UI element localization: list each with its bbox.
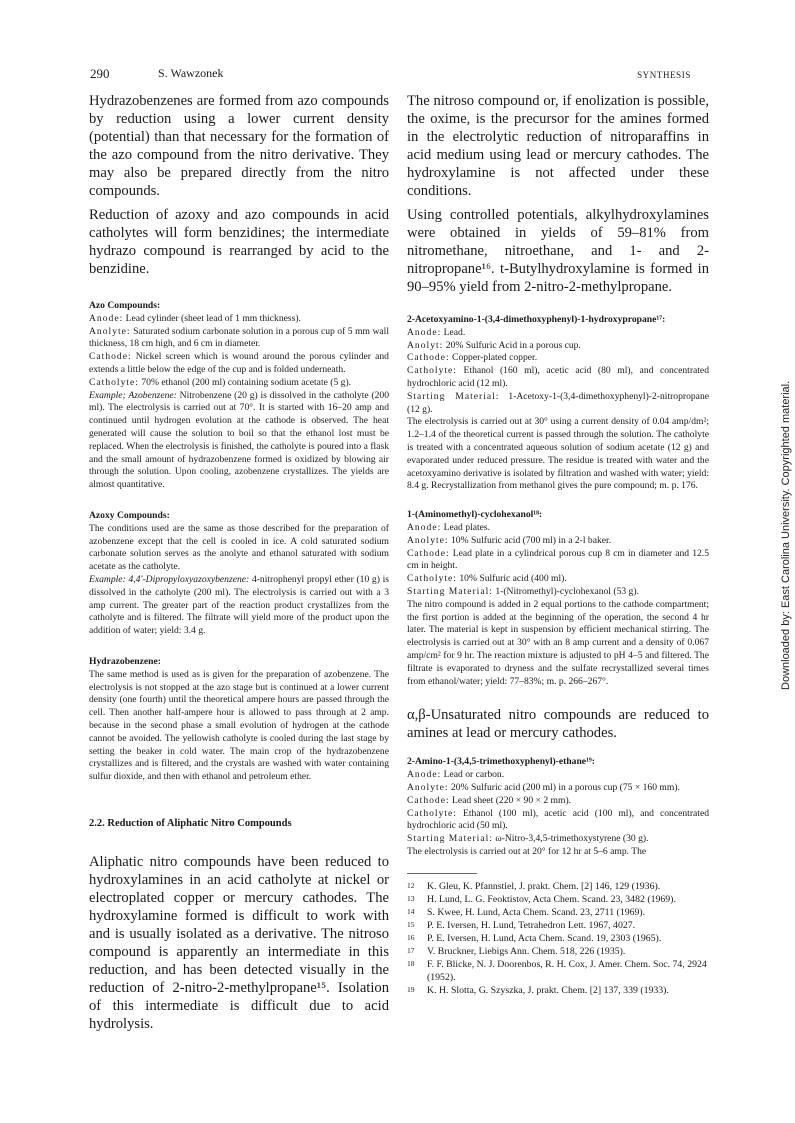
- field-label: Anolyte:: [407, 534, 449, 546]
- field-value: Lead cylinder (sheet lead of 1 mm thickness).: [125, 312, 301, 324]
- field-value: Copper-plated copper.: [452, 352, 538, 364]
- right-column: [407, 92, 709, 997]
- field-label: Catholyte:: [407, 807, 457, 819]
- body-paragraph: Hydrazobenzenes are formed from azo compounds by reduction using a lower current density (potential) than that necessary for the formation of the azo compound from the nitro derivative. They may also be prepared directly from the nitro compounds.: [89, 93, 389, 199]
- azo-procedure: [89, 300, 389, 492]
- field-value: Lead or carbon.: [443, 769, 505, 781]
- field-label: Cathode:: [407, 794, 450, 806]
- running-author: S. Wawzonek: [158, 66, 224, 80]
- body-paragraph: Aliphatic nitro compounds have been reduced to hydroxylamines in an acid catholyte at nickel or electroplated copper or mercury cathodes. The hydroxylamine formed is difficult to work with and is usually isolated as a derivative. The nitroso compound is apparently an intermediate in this reduction, and has been detected visually in the reduction of 2-nitro-2-methylpropane¹⁵. Isolation of this intermediate is difficult due to acid hydrolysis.: [89, 853, 389, 1032]
- footnote-number: 16: [407, 932, 415, 942]
- footnote: [407, 880, 709, 893]
- field-value: Lead sheet (220 × 90 × 2 mm).: [452, 794, 572, 806]
- field-label: Cathode:: [89, 351, 132, 363]
- footnote: [407, 893, 709, 906]
- body-paragraph: Reduction of azoxy and azo compounds in acid catholytes will form benzidines; the intermediate hydrazo compound is rearranged by acid to the benzidine.: [89, 207, 389, 277]
- hydrazobenzene-procedure: [89, 656, 389, 784]
- acetoxyamino-procedure: [407, 314, 709, 493]
- field-value: 10% Sulfuric acid (700 ml) in a 2-l baker.: [450, 534, 612, 546]
- field-label: Anode:: [407, 326, 442, 338]
- field-label: Starting Material:: [407, 585, 493, 597]
- section-heading: 2.2. Reduction of Aliphatic Nitro Compounds: [89, 817, 292, 829]
- footnote: [407, 945, 709, 958]
- footnote: [407, 932, 709, 945]
- example-label: Example; Azobenzene:: [89, 389, 177, 401]
- left-column: [89, 92, 389, 1033]
- journal-name: SYNTHESIS: [637, 70, 691, 80]
- field-value: 20% Sulfuric Acid in a porous cup.: [445, 339, 581, 351]
- footnote-number: 12: [407, 880, 415, 890]
- body-paragraph: The nitroso compound or, if enolization is possible, the oxime, is the precursor for the amines formed in the electrolytic reduction of nitroparaffins in acid medium using lead or mercury cathodes. The hydroxylamine is not affected under these conditions.: [407, 93, 709, 199]
- example-text: Nitrobenzene (20 g) is dissolved in the catholyte (200 ml). The electrolysis is carried out at 70°. It is started with 16–20 amp and continued until hydrogen evolution at the cathode is observed. The heat generated will cause the solution to boil so that the ethanol lost must be replaced. When the electrolysis is finished, the catholyte is poured into a flask and the small amount of hydrazobenzene formed is oxidized by blowing air through the solution. Upon cooling, azobenzene crystallizes. The yields are almost quantitative.: [89, 389, 389, 491]
- field-value: Ethanol (100 ml), acetic acid (100 ml), and concentrated hydrochloric acid (50 ml).: [407, 807, 709, 832]
- body-paragraph: α,β-Unsaturated nitro compounds are reduced to amines at lead or mercury cathodes.: [407, 707, 709, 742]
- example-text: 4-nitrophenyl propyl ether (10 g) is dissolved in the catholyte (200 ml). The electrolysis is carried out with a 3 amp current. The greater part of the reaction product crystallizes from the catholyte and is filtered. The filtrate will yield more of the product upon the addition of water; yield: 3.4 g.: [89, 573, 390, 637]
- footnote: [407, 919, 709, 932]
- footnote-text: K. Gleu, K. Pfannstiel, J. prakt. Chem. [2] 146, 129 (1936).: [427, 880, 661, 892]
- field-label: Catholyte:: [407, 365, 457, 377]
- example-label: Example: 4,4'-Dipropyloxyazoxybenzene:: [89, 573, 250, 585]
- footnote-number: 13: [407, 893, 415, 903]
- footnote-rule: [407, 873, 477, 874]
- field-label: Anode:: [407, 521, 442, 533]
- field-value: Saturated sodium carbonate solution in a porous cup of 5 mm wall thickness, 18 cm high, and 6 cm in diameter.: [89, 325, 389, 350]
- footnote-text: K. H. Slotta, G. Szyszka, J. prakt. Chem. [2] 137, 339 (1933).: [427, 984, 669, 996]
- field-value: 1-Acetoxy-1-(3,4-dimethoxyphenyl)-2-nitropropane (12 g).: [407, 390, 709, 415]
- field-value: Lead plate in a cylindrical porous cup 8 cm in diameter and 12.5 cm in height.: [407, 547, 709, 572]
- procedure-title: 2-Acetoxyamino-1-(3,4-dimethoxyphenyl)-1-hydroxypropane¹⁷:: [407, 314, 666, 325]
- footnote-number: 18: [407, 958, 415, 968]
- footnote-number: 19: [407, 984, 415, 994]
- footnote-number: 17: [407, 945, 415, 955]
- body-paragraph: Using controlled potentials, alkylhydroxylamines were obtained in yields of 59–81% from nitromethane, nitroethane, and 1- and 2-nitropropane¹⁶. t-Butylhydroxylamine is formed in 90–95% yield from 2-nitro-2-methylpropane.: [407, 207, 709, 295]
- procedure-text: The electrolysis is carried out at 30° using a current density of 0.04 amp/dm²; 1.2–1.4 of the theoretical current is passed through the solution. The catholyte is treated with a concentrated aqueous solution of sodium acetate (12 g) and evaporated under reduced pressure. The residue is treated with water and the acetoxyamino derivative is isolated by filtration and washed with water; yield: 8.4 g. Recrystallization from methanol gives the pure compound; m. p. 176.: [407, 416, 709, 492]
- footnote-number: 14: [407, 906, 415, 916]
- procedure-title: Azoxy Compounds:: [89, 509, 170, 521]
- download-watermark: Downloaded by: East Carolina University. Copyrighted material.: [780, 380, 792, 690]
- footnote-number: 15: [407, 919, 415, 929]
- procedure-title: 1-(Aminomethyl)-cyclohexanol¹⁸:: [407, 509, 543, 521]
- field-label: Anolyte:: [407, 781, 449, 793]
- field-label: Anolyte:: [89, 325, 131, 337]
- footnote-text: H. Lund, L. G. Feoktistov, Acta Chem. Scand. 23, 3482 (1969).: [427, 893, 676, 905]
- field-label: Starting Material:: [407, 833, 493, 845]
- azoxy-procedure: [89, 510, 389, 638]
- footnote-text: V. Bruckner, Liebigs Ann. Chem. 518, 226 (1935).: [427, 945, 626, 957]
- field-value: Lead.: [443, 326, 466, 338]
- procedure-title: Hydrazobenzene:: [89, 655, 161, 667]
- procedure-text: The electrolysis is carried out at 20° for 12 hr at 5–6 amp. The: [407, 845, 647, 857]
- procedure-title: 2-Amino-1-(3,4,5-trimethoxyphenyl)-ethane¹⁹:: [407, 756, 596, 768]
- field-value: ω-Nitro-3,4,5-trimethoxystyrene (30 g).: [495, 833, 649, 845]
- procedure-title: Azo Compounds:: [89, 300, 161, 311]
- footnote: [407, 984, 709, 997]
- footnotes: [407, 880, 709, 997]
- field-label: Anode:: [407, 769, 442, 781]
- aminomethyl-procedure: [407, 509, 709, 688]
- field-label: Cathode:: [407, 547, 450, 559]
- field-value: Lead plates.: [443, 521, 491, 533]
- field-label: Starting Material:: [407, 390, 500, 402]
- footnote-text: P. E. Iversen, H. Lund, Tetrahedron Lett. 1967, 4027.: [427, 919, 636, 931]
- field-label: Anolyt:: [407, 339, 444, 351]
- field-label: Catholyte:: [407, 573, 457, 585]
- field-label: Anode:: [89, 312, 124, 324]
- field-value: 20% Sulfuric acid (200 ml) in a porous cup (75 × 160 mm).: [450, 781, 680, 793]
- procedure-text: The same method is used as is given for the preparation of azobenzene. The electrolysis is not stopped at the azo stage but is continued at a lower current density (one fourth) until the theoretical ampere hours are passed through the cell. Then another half-ampere hour is allowed to pass through at 2 amp. because in the second phase a small evolution of hydrogen at the cathode cannot be avoided. The yellowish catholyte is cooled during the last stage by setting the beaker in cold water. The main crop of the hydrazobenzene crystallizes and is filtered, and the crystals are washed with water containing sulfur dioxide, and then with ethanol and petroleum ether.: [89, 668, 389, 783]
- footnote: [407, 906, 709, 919]
- page-number: 290: [90, 66, 110, 81]
- footnote-text: P. E. Iversen, H. Lund, Acta Chem. Scand. 19, 2303 (1965).: [427, 932, 662, 944]
- procedure-text: The conditions used are the same as those described for the preparation of azobenzene except that the cell is cooled in ice. A cold saturated sodium carbonate solution serves as the anolyte and ethanol saturated with sodium acetate as the catholyte.: [89, 522, 389, 573]
- footnote-text: F. F. Blicke, N. J. Doorenbos, R. H. Cox, J. Amer. Chem. Soc. 74, 2924 (1952).: [427, 958, 707, 983]
- field-label: Cathode:: [407, 352, 450, 364]
- field-label: Catholyte:: [89, 376, 139, 388]
- field-value: 10% Sulfuric acid (400 ml).: [459, 573, 567, 585]
- field-value: 70% ethanol (200 ml) containing sodium acetate (5 g).: [141, 376, 352, 388]
- field-value: Nickel screen which is wound around the porous cylinder and extends a little below the edge of the cup and is folded underneath.: [89, 351, 389, 375]
- field-value: Ethanol (160 ml), acetic acid (80 ml), and concentrated hydrochloric acid (12 ml).: [407, 365, 709, 389]
- footnote-text: S. Kwee, H. Lund, Acta Chem. Scand. 23, 2711 (1969).: [427, 906, 646, 918]
- procedure-text: The nitro compound is added in 2 equal portions to the cathode compartment; the first portion is added at the beginning of the operation, the second 4 hr later. The material is kept in suspension by efficient mechanical stirring. The electrolysis is carried out at 30° with an 8 amp current and a density of 0.067 amp/cm² for 9 hr. The reaction mixture is adjusted to pH 4–5 and filtered. The filtrate is evaporated to dryness and the sulfate recrystallized several times from ethanol/water; yield: 77–83%; m. p. 266–267°.: [407, 598, 709, 687]
- trimethoxyphenyl-procedure: [407, 756, 709, 858]
- field-value: 1-(Nitromethyl)-cyclohexanol (53 g).: [495, 585, 639, 597]
- footnote: [407, 958, 709, 984]
